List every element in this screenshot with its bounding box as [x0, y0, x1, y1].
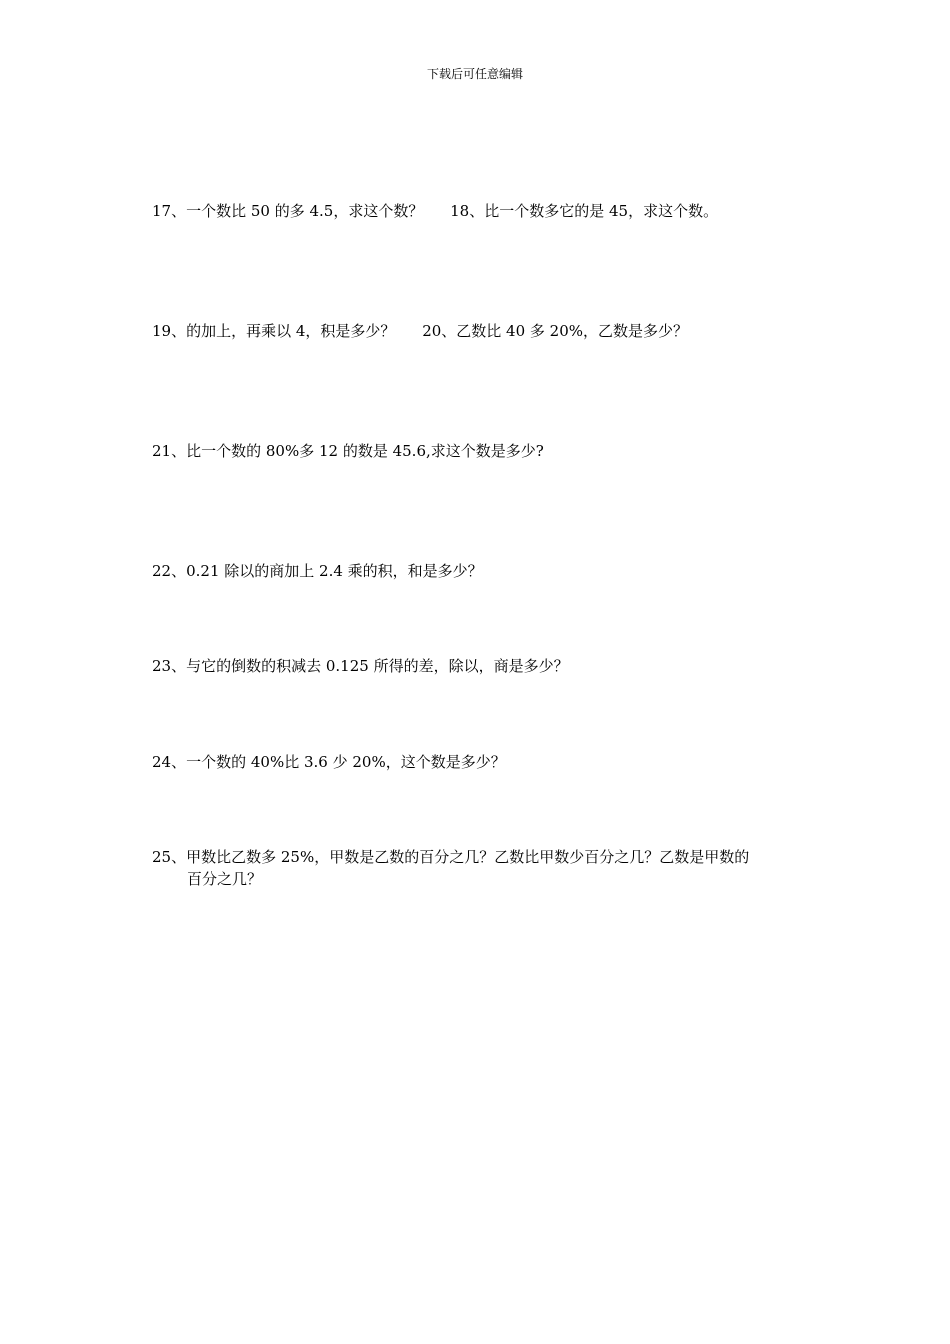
question-21: 21、比一个数的 80%多 12 的数是 45.6,求这个数是多少? — [152, 442, 544, 460]
question-25-line-2: 百分之几？ — [187, 870, 263, 888]
question-24: 24、一个数的 40%比 3.6 少 20%，这个数是多少？ — [152, 753, 506, 771]
question-17: 17、一个数比 50 的多 4.5，求这个数？ — [152, 202, 424, 220]
question-row-17-18 — [152, 200, 718, 222]
question-row-19-20 — [152, 320, 688, 342]
question-23: 23、与它的倒数的积减去 0.125 所得的差，除以，商是多少？ — [152, 657, 569, 675]
page-header: 下载后可任意编辑 — [426, 67, 523, 81]
question-25-line-1: 25、甲数比乙数多 25%，甲数是乙数的百分之几？乙数比甲数少百分之几？乙数是甲数的 — [152, 848, 750, 866]
question-25 — [152, 846, 749, 890]
question-19: 19、的加上，再乘以 4，积是多少？ — [152, 322, 396, 340]
question-20: 20、乙数比 40 多 20%，乙数是多少？ — [422, 322, 689, 340]
question-18: 18、比一个数多它的是 45，求这个数。 — [450, 202, 719, 220]
question-22: 22、0.21 除以的商加上 2.4 乘的积，和是多少？ — [152, 562, 483, 580]
